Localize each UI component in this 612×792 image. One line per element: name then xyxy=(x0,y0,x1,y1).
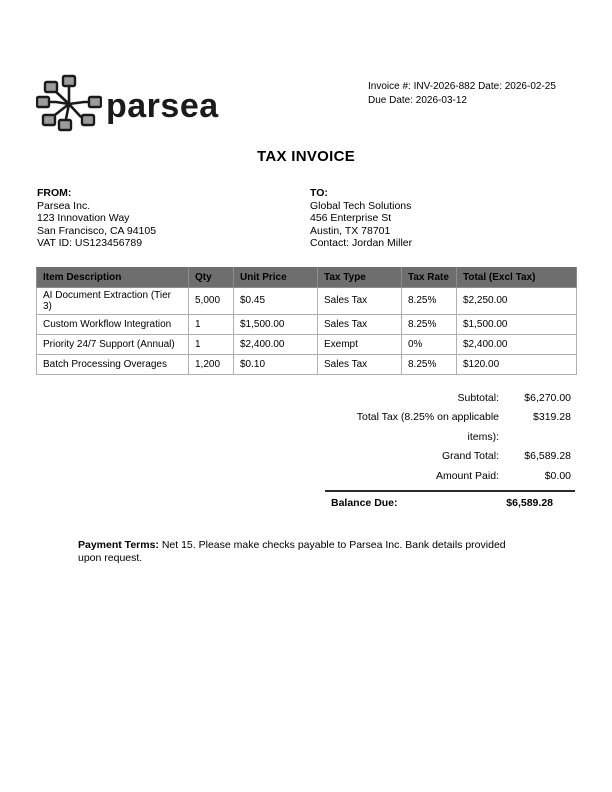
col-header-total: Total (Excl Tax) xyxy=(457,267,577,287)
cell-unit-price: $2,400.00 xyxy=(234,334,318,354)
table-row xyxy=(37,334,577,354)
balance-due-row xyxy=(325,490,575,509)
brand-name: parsea xyxy=(106,87,219,125)
cell-total: $2,250.00 xyxy=(457,287,577,314)
cell-total: $1,500.00 xyxy=(457,314,577,334)
from-line: VAT ID: US123456789 xyxy=(37,237,143,250)
invoice-due-date: Due Date: 2026-03-12 xyxy=(368,95,467,106)
balance-due-label: Balance Due: xyxy=(331,497,398,510)
page-title: TAX INVOICE xyxy=(256,148,356,165)
balance-due-value: $6,589.28 xyxy=(506,497,553,510)
grand-total-label: Grand Total: xyxy=(441,450,499,463)
amount-paid-value: $0.00 xyxy=(544,469,571,482)
from-line: Parsea Inc. xyxy=(37,199,91,212)
cell-item-description: Priority 24/7 Support (Annual) xyxy=(37,334,189,354)
table-row xyxy=(37,354,577,374)
grand-total-value: $6,589.28 xyxy=(524,450,571,463)
cell-unit-price: $0.45 xyxy=(234,287,318,314)
network-hub-icon xyxy=(36,74,102,132)
cell-tax-type: Exempt xyxy=(318,334,402,354)
table-row xyxy=(37,287,577,314)
to-line: 456 Enterprise St xyxy=(310,212,392,225)
total-tax-label: Total Tax (8.25% on applicable items): xyxy=(356,411,499,443)
cell-qty: 1 xyxy=(189,334,234,354)
total-tax-row xyxy=(325,408,575,447)
to-line: Austin, TX 78701 xyxy=(310,224,391,237)
address-section xyxy=(0,187,612,250)
cell-tax-rate: 8.25% xyxy=(402,314,457,334)
cell-item-description: Batch Processing Overages xyxy=(37,354,189,374)
col-header-qty: Qty xyxy=(189,267,234,287)
cell-unit-price: $1,500.00 xyxy=(234,314,318,334)
to-block xyxy=(310,187,574,250)
invoice-meta xyxy=(368,80,574,108)
total-tax-value: $319.28 xyxy=(533,411,571,424)
invoice-number-and-date: Invoice #: INV-2026-882 Date: 2026-02-25 xyxy=(368,81,556,92)
cell-qty: 1,200 xyxy=(189,354,234,374)
from-line: 123 Innovation Way xyxy=(37,212,130,225)
to-line: Global Tech Solutions xyxy=(310,199,412,212)
to-label: TO: xyxy=(310,187,328,199)
brand-logo xyxy=(36,74,219,132)
payment-terms xyxy=(78,539,514,565)
line-items-table xyxy=(36,267,577,375)
grand-total-row xyxy=(325,447,575,467)
from-line: San Francisco, CA 94105 xyxy=(37,224,157,237)
col-header-tax-type: Tax Type xyxy=(318,267,402,287)
header xyxy=(0,0,612,132)
amount-paid-label: Amount Paid: xyxy=(435,469,499,482)
subtotal-value: $6,270.00 xyxy=(524,391,571,404)
cell-tax-rate: 8.25% xyxy=(402,287,457,314)
from-block xyxy=(37,187,310,250)
col-header-item-description: Item Description xyxy=(37,267,189,287)
col-header-unit-price: Unit Price xyxy=(234,267,318,287)
cell-tax-rate: 8.25% xyxy=(402,354,457,374)
payment-terms-text: Net 15. Please make checks payable to Parsea Inc. Bank details provided upon request. xyxy=(78,539,506,565)
table-row xyxy=(37,314,577,334)
cell-item-description: AI Document Extraction (Tier 3) xyxy=(37,287,189,314)
cell-total: $2,400.00 xyxy=(457,334,577,354)
to-line: Contact: Jordan Miller xyxy=(310,237,413,250)
subtotal-label: Subtotal: xyxy=(457,391,499,404)
amount-paid-row xyxy=(325,467,575,487)
subtotal-row xyxy=(325,389,575,409)
cell-qty: 5,000 xyxy=(189,287,234,314)
col-header-tax-rate: Tax Rate xyxy=(402,267,457,287)
cell-tax-type: Sales Tax xyxy=(318,354,402,374)
cell-qty: 1 xyxy=(189,314,234,334)
table-header-row xyxy=(37,267,577,287)
cell-tax-rate: 0% xyxy=(402,334,457,354)
cell-tax-type: Sales Tax xyxy=(318,287,402,314)
cell-tax-type: Sales Tax xyxy=(318,314,402,334)
cell-unit-price: $0.10 xyxy=(234,354,318,374)
cell-total: $120.00 xyxy=(457,354,577,374)
payment-terms-label: Payment Terms: xyxy=(78,539,159,552)
totals-section xyxy=(325,389,575,510)
from-label: FROM: xyxy=(37,187,72,199)
cell-item-description: Custom Workflow Integration xyxy=(37,314,189,334)
